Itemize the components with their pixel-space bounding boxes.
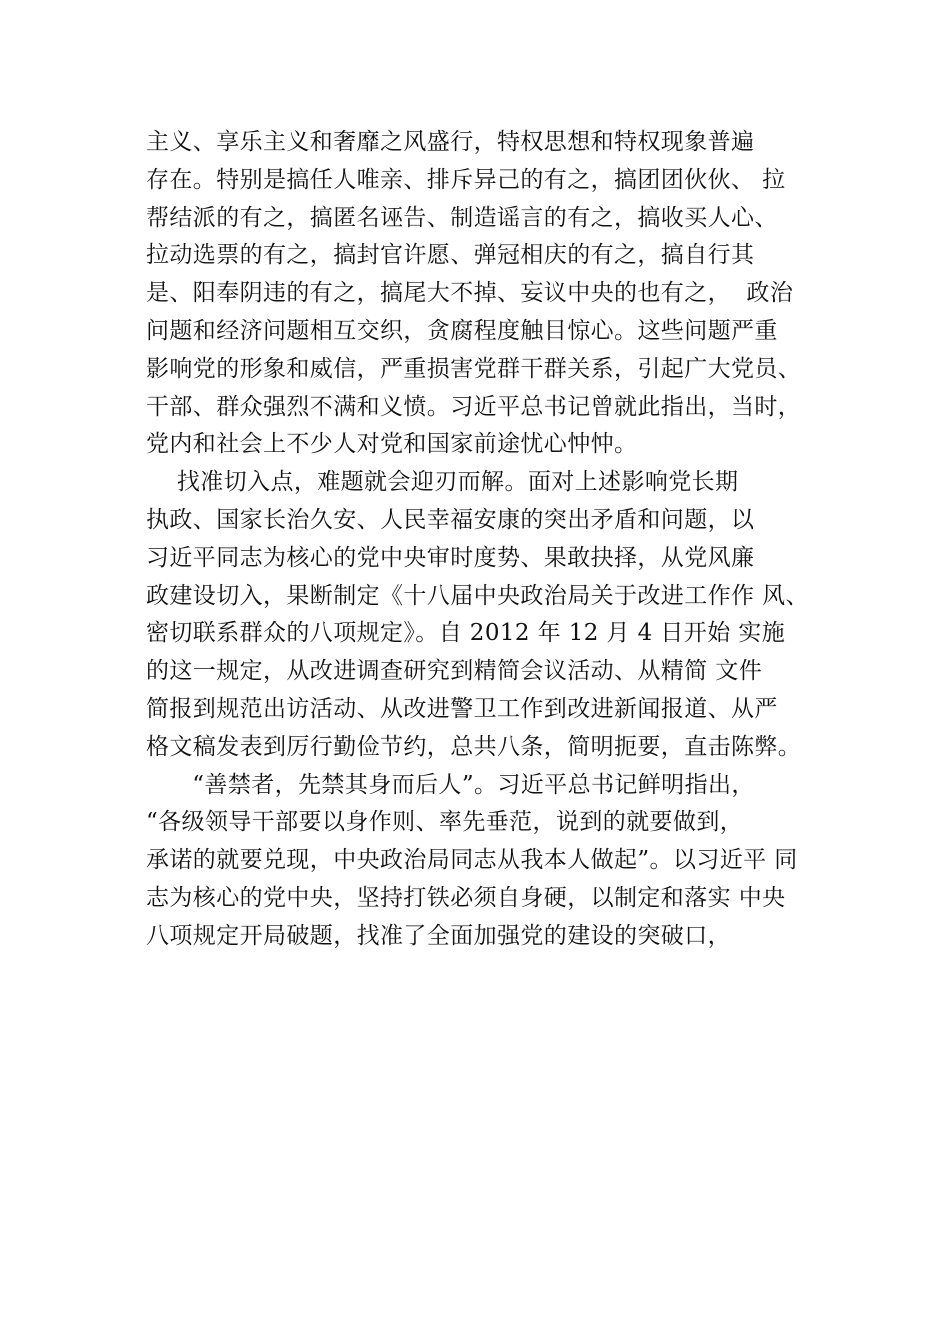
text-line: 存在。特别是搞任人唯亲、排斥异己的有之，搞团团伙伙、 拉 xyxy=(146,166,786,193)
text-line: 执政、国家长治久安、人民幸福安康的突出矛盾和问题，以 xyxy=(146,506,755,533)
text-line: 找准切入点，难题就会迎刃而解。面对上述影响党长期 xyxy=(146,469,739,496)
text-line: 问题和经济问题相互交织，贪腐程度触目惊心。这些问题严重 xyxy=(146,317,778,344)
text-line: 志为核心的党中央，坚持打铁必须自身硬，以制定和落实 中央 xyxy=(146,884,786,911)
text-line: 帮结派的有之，搞匿名诬告、制造谣言的有之，搞收买人心、 xyxy=(146,204,778,231)
text-line: 格文稿发表到厉行勤俭节约，总共八条，简明扼要，直击陈弊。 xyxy=(146,733,802,760)
text-line: “善禁者，先禁其身而后人”。习近平总书记鲜明指出， xyxy=(146,771,755,798)
text-line: 密切联系群众的八项规定》。自 2012 年 12 月 4 日开始 实施 xyxy=(146,620,786,647)
text-line: 干部、群众强烈不满和义愤。习近平总书记曾就此指出，当时， xyxy=(146,393,802,420)
text-line: 政建设切入，果断制定《十八届中央政治局关于改进工作作 风、 xyxy=(146,582,809,609)
text-line: 拉动选票的有之，搞封官许愿、弹冠相庆的有之，搞自行其 xyxy=(146,242,755,269)
text-line: “各级领导干部要以身作则、率先垂范，说到的就要做到， xyxy=(146,809,744,836)
text-line: 八项规定开局破题，找准了全面加强党的建设的突破口， xyxy=(146,922,731,949)
body-text xyxy=(146,124,866,956)
text-line: 主义、享乐主义和奢靡之风盛行，特权思想和特权现象普遍 xyxy=(146,129,755,155)
text-line: 是、阳奉阴违的有之，搞尾大不掉、妄议中央的也有之， 政治 xyxy=(146,280,794,307)
text-line: 影响党的形象和威信，严重损害党群干群关系，引起广大党员、 xyxy=(146,355,802,382)
text-line: 党内和社会上不少人对党和国家前途忧心忡忡。 xyxy=(146,431,638,458)
text-line: 的这一规定，从改进调查研究到精简会议活动、从精简 文件 xyxy=(146,658,763,685)
text-line: 承诺的就要兑现，中央政治局同志从我本人做起”。以习近平 同 xyxy=(146,847,798,874)
text-line: 习近平同志为核心的党中央审时度势、果敢抉择，从党风廉 xyxy=(146,544,755,571)
text-line: 简报到规范出访活动、从改进警卫工作到改进新闻报道、从严 xyxy=(146,695,778,722)
